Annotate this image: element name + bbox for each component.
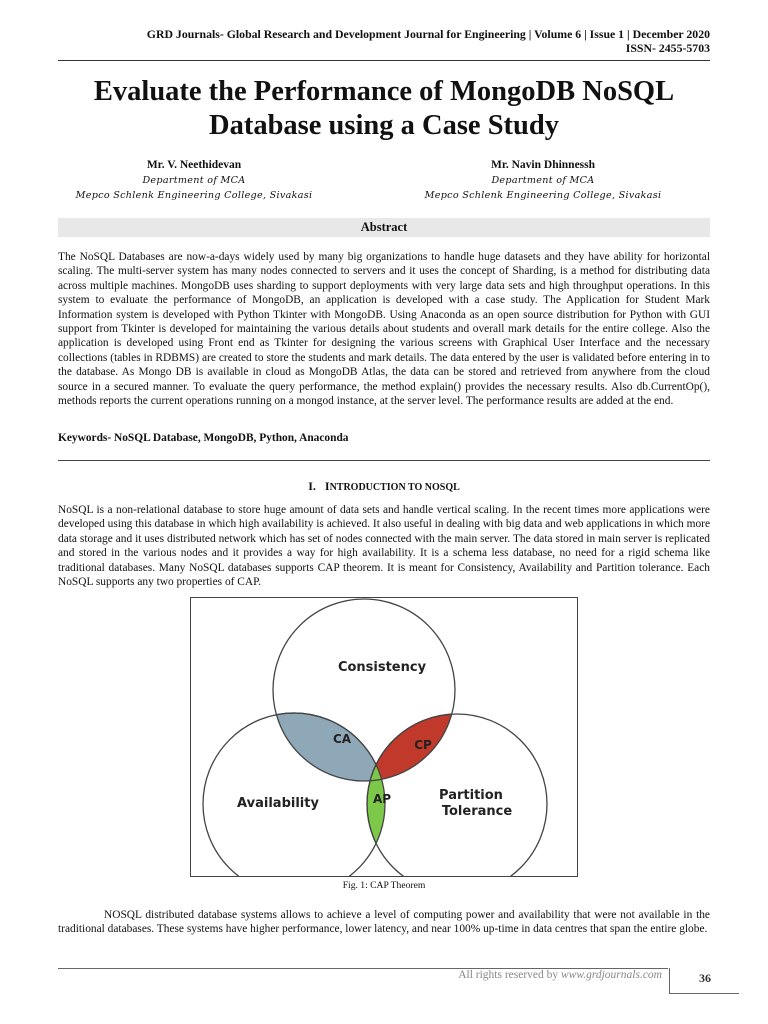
author-1-affiliation: Mepco Schlenk Engineering College, Sivakasi <box>75 190 313 201</box>
journal-header <box>70 27 710 55</box>
ap-label: AP <box>372 792 392 806</box>
cp-label: CP <box>414 738 432 752</box>
author-2-department: Department of MCA <box>491 175 595 186</box>
paper-title <box>58 75 710 143</box>
partition-label-line2: Tolerance <box>441 804 513 819</box>
ca-label: CA <box>332 732 352 746</box>
section-title-rest: NTRODUCTION TO NOSQL <box>329 482 460 493</box>
section-number: I. <box>308 479 316 493</box>
abstract-heading: Abstract <box>58 218 710 237</box>
abstract-text: The NoSQL Databases are now-a-days widely used by many big organizations to handle huge datasets and they have ability for horizontal scaling. The multi-server system has many nodes connected to servers and it uses the concept of Sharding, is a method for distributing data across multiple machines. MongoDB uses sharding to support deployments with very large data sets and high throughput operations. In this system to evaluate the performance of MongoDB, an application is developed with a case study. The Application for Student Mark Information system is developed with Python Tkinter with MongoDB. Using Anaconda as an open source distribution for Python with GUI support from Tkinter is developed for maintaining the various details about students and overall mark details for the entire college. Also the application is developed using Front end as Tkinter for designing the various screens with Graphical User Interface and the necessary collections (tables in RDBMS) are created to store the students and mark details. The data entered by the user is validated before entering in to the database. As Mongo DB is available in cloud as MongoDB Atlas, the data can be stored and retrieved from anywhere from the cloud source in a secured manner. To evaluate the query performance, the method explain() provides the necessary results. Also db.CurrentOp(), methods reports the current operations running on a mongod instance, at the server level. The performance results are added at the end. <box>58 251 710 408</box>
author-1-name: Mr. V. Neethidevan <box>146 159 242 171</box>
section-title-initial: I <box>324 479 330 493</box>
cap-theorem-figure <box>190 597 578 877</box>
availability-label: Availability <box>237 796 319 811</box>
title-line-2: Database using a Case Study <box>209 110 559 141</box>
ca-region <box>203 713 385 876</box>
header-divider <box>58 60 710 61</box>
keywords: Keywords- NoSQL Database, MongoDB, Python, Anaconda <box>58 432 349 444</box>
author-1 <box>44 158 344 203</box>
intro-paragraph: NoSQL is a non-relational database to store huge amount of data sets and handle vertical scaling. In the recent times more applications were developed using this database in which high availability is achieved. It also useful in dealing with big data and web applications in which more data storage and it uses distributed network which has set of nodes connected with the main server. The data stored in main server is replicated and stored in the various nodes and it provides a way for high availability. It is a schema less database, no need for a rigid schema like traditional databases. Many NoSQL databases supports CAP theorem. It is meant for Consistency, Availability and Partition tolerance. Each NoSQL supports any two properties of CAP. <box>58 504 710 589</box>
consistency-label: Consistency <box>337 660 427 675</box>
footer-url[interactable]: www.grdjournals.com <box>561 969 662 981</box>
footer-rights <box>360 968 662 982</box>
issn: ISSN- 2455-5703 <box>625 41 710 55</box>
figure-caption: Fig. 1: CAP Theorem <box>342 880 426 891</box>
journal-line: GRD Journals- Global Research and Development Journal for Engineering | Volume 6 | Issue 1 | December 2020 <box>146 27 710 41</box>
page-number: 36 <box>699 971 711 985</box>
author-2-name: Mr. Navin Dhinnessh <box>490 159 596 171</box>
ca-fill <box>203 713 385 876</box>
section-divider <box>58 460 710 461</box>
cap-venn-diagram <box>191 598 577 876</box>
footer-rights-text: All rights reserved by <box>458 969 562 981</box>
second-paragraph: NOSQL distributed database systems allows to achieve a level of computing power and availability that were not available in the traditional databases. These systems have higher performance, lower latency, and near 100% up-time in data centres that span the entire globe. <box>58 909 710 936</box>
author-1-department: Department of MCA <box>142 175 246 186</box>
partition-label-line1: Partition <box>439 788 503 803</box>
author-2-affiliation: Mepco Schlenk Engineering College, Sivakasi <box>424 190 662 201</box>
section-heading <box>58 479 710 495</box>
title-line-1: Evaluate the Performance of MongoDB NoSQL <box>93 76 675 107</box>
author-2 <box>393 158 693 203</box>
